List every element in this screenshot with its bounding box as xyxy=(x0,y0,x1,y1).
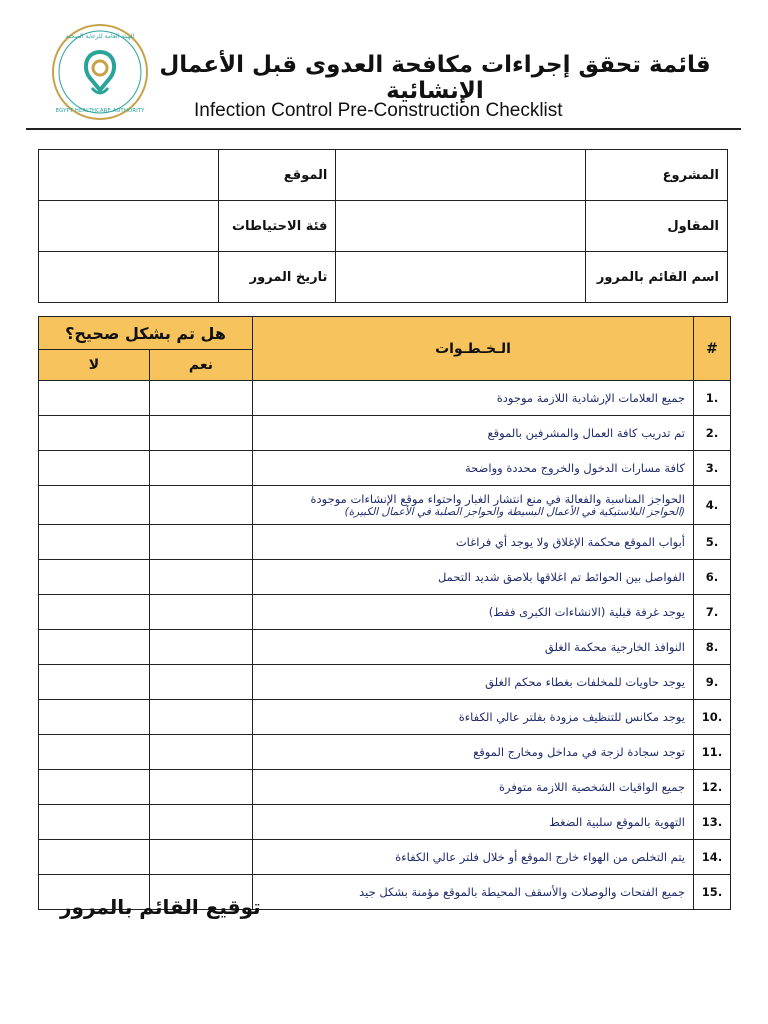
step-label: النوافذ الخارجية محكمة الغلق xyxy=(544,640,685,654)
step-label: أبواب الموقع محكمة الإغلاق ولا يوجد أي فراغات xyxy=(455,535,685,549)
step-text xyxy=(253,416,694,451)
step-label: توجد سجادة لزجة في مداخل ومخارج الموقع xyxy=(473,745,685,759)
no-checkbox-cell[interactable] xyxy=(39,560,150,595)
site-value-field[interactable] xyxy=(39,150,219,201)
step-label: يوجد غرفة قبلية (الانشاءات الكبرى فقط) xyxy=(488,605,685,619)
number-header: # xyxy=(694,317,731,381)
yes-checkbox-cell[interactable] xyxy=(150,525,253,560)
no-checkbox-cell[interactable] xyxy=(39,381,150,416)
step-text xyxy=(253,875,694,910)
steps-header: الـخـطـوات xyxy=(253,317,694,381)
step-text xyxy=(253,735,694,770)
date-label: تاريخ المرور xyxy=(219,252,336,303)
yes-checkbox-cell[interactable] xyxy=(150,630,253,665)
step-text xyxy=(253,525,694,560)
step-number: .12 xyxy=(694,770,731,805)
yes-checkbox-cell[interactable] xyxy=(150,381,253,416)
checklist-row xyxy=(39,735,731,770)
step-text xyxy=(253,665,694,700)
no-checkbox-cell[interactable] xyxy=(39,416,150,451)
checklist-row xyxy=(39,770,731,805)
date-value-field[interactable] xyxy=(39,252,219,303)
svg-text:EGYPT HEALTHCARE AUTHORITY: EGYPT HEALTHCARE AUTHORITY xyxy=(55,108,145,114)
no-header: لا xyxy=(39,350,150,381)
checklist-row xyxy=(39,416,731,451)
step-note: (الحواجز البلاستيكية في الأعمال البسيطة والحواجز الصلبة في الأعمال الكبيرة) xyxy=(344,506,685,518)
step-number: .3 xyxy=(694,451,731,486)
no-checkbox-cell[interactable] xyxy=(39,805,150,840)
checklist-row xyxy=(39,840,731,875)
step-number: .4 xyxy=(694,486,731,525)
step-number: .10 xyxy=(694,700,731,735)
no-checkbox-cell[interactable] xyxy=(39,665,150,700)
step-label: كافة مسارات الدخول والخروج محددة وواضحة xyxy=(465,461,685,475)
project-info-table xyxy=(38,149,728,303)
step-text xyxy=(253,560,694,595)
yes-checkbox-cell[interactable] xyxy=(150,805,253,840)
checklist-row xyxy=(39,381,731,416)
precaution-value-field[interactable] xyxy=(39,201,219,252)
project-value-field[interactable] xyxy=(336,150,585,201)
checklist-row xyxy=(39,560,731,595)
yes-checkbox-cell[interactable] xyxy=(150,486,253,525)
yes-header: نعم xyxy=(150,350,253,381)
checklist-row xyxy=(39,630,731,665)
no-checkbox-cell[interactable] xyxy=(39,451,150,486)
step-text xyxy=(253,630,694,665)
no-checkbox-cell[interactable] xyxy=(39,630,150,665)
yes-checkbox-cell[interactable] xyxy=(150,560,253,595)
no-checkbox-cell[interactable] xyxy=(39,700,150,735)
step-number: .2 xyxy=(694,416,731,451)
yes-checkbox-cell[interactable] xyxy=(150,735,253,770)
step-label: الحواجز المناسبة والفعالة في منع انتشار الغبار واحتواء موقع الإنشاءات موجودة xyxy=(310,492,685,506)
step-number: .1 xyxy=(694,381,731,416)
inspector-value-field[interactable] xyxy=(336,252,585,303)
yes-checkbox-cell[interactable] xyxy=(150,840,253,875)
step-number: .11 xyxy=(694,735,731,770)
step-number: .15 xyxy=(694,875,731,910)
question-header: هل تم بشكل صحيح؟ xyxy=(39,317,253,350)
checklist-row xyxy=(39,805,731,840)
page-title-arabic: قائمة تحقق إجراءات مكافحة العدوى قبل الأعمال الإنشائية xyxy=(159,52,711,104)
step-label: يوجد حاويات للمخلفات بغطاء محكم الغلق xyxy=(485,675,685,689)
contractor-label: المقاول xyxy=(585,201,727,252)
page-title-english: Infection Control Pre-Construction Checklist xyxy=(194,100,563,121)
site-label: الموقع xyxy=(219,150,336,201)
step-text xyxy=(253,770,694,805)
no-checkbox-cell[interactable] xyxy=(39,595,150,630)
step-text xyxy=(253,805,694,840)
step-number: .6 xyxy=(694,560,731,595)
step-text xyxy=(253,451,694,486)
checklist-row xyxy=(39,665,731,700)
no-checkbox-cell[interactable] xyxy=(39,840,150,875)
step-label: التهوية بالموقع سلبية الضغط xyxy=(549,815,685,829)
step-label: جميع العلامات الإرشادية اللازمة موجودة xyxy=(496,391,685,405)
title-divider xyxy=(26,128,741,130)
step-number: .14 xyxy=(694,840,731,875)
checklist-row xyxy=(39,451,731,486)
yes-checkbox-cell[interactable] xyxy=(150,665,253,700)
yes-checkbox-cell[interactable] xyxy=(150,700,253,735)
step-text xyxy=(253,700,694,735)
yes-checkbox-cell[interactable] xyxy=(150,451,253,486)
contractor-value-field[interactable] xyxy=(336,201,585,252)
no-checkbox-cell[interactable] xyxy=(39,525,150,560)
checklist-table xyxy=(38,316,731,910)
authority-logo xyxy=(50,22,150,122)
step-text xyxy=(253,486,694,525)
yes-checkbox-cell[interactable] xyxy=(150,595,253,630)
step-number: .13 xyxy=(694,805,731,840)
step-number: .9 xyxy=(694,665,731,700)
step-label: يوجد مكانس للتنظيف مزودة بفلتر عالي الكفاءة xyxy=(458,710,685,724)
checklist-row xyxy=(39,525,731,560)
inspector-label: اسم القائم بالمرور xyxy=(585,252,727,303)
step-number: .8 xyxy=(694,630,731,665)
step-text xyxy=(253,381,694,416)
step-text xyxy=(253,595,694,630)
step-label: جميع الواقيات الشخصية اللازمة متوفرة xyxy=(499,780,685,794)
step-label: جميع الفتحات والوصلات والأسقف المحيطة بالموقع مؤمنة بشكل جيد xyxy=(359,885,685,899)
yes-checkbox-cell[interactable] xyxy=(150,416,253,451)
step-text xyxy=(253,840,694,875)
yes-checkbox-cell[interactable] xyxy=(150,770,253,805)
step-label: تم تدريب كافة العمال والمشرفين بالموقع xyxy=(487,426,685,440)
checklist-row xyxy=(39,486,731,525)
step-label: يتم التخلص من الهواء خارج الموقع أو خلال فلتر عالي الكفاءة xyxy=(395,850,685,864)
inspector-signature-label: توقيع القائم بالمرور xyxy=(60,895,261,919)
no-checkbox-cell[interactable] xyxy=(39,735,150,770)
checklist-row xyxy=(39,700,731,735)
step-number: .7 xyxy=(694,595,731,630)
svg-text:الهيئة العامة للرعاية الصحية: الهيئة العامة للرعاية الصحية xyxy=(65,33,135,40)
no-checkbox-cell[interactable] xyxy=(39,770,150,805)
step-number: .5 xyxy=(694,525,731,560)
checklist-row xyxy=(39,595,731,630)
no-checkbox-cell[interactable] xyxy=(39,486,150,525)
step-label: الفواصل بين الحوائط تم اغلاقها بلاصق شديد التحمل xyxy=(437,570,685,584)
project-label: المشروع xyxy=(585,150,727,201)
precaution-label: فئة الاحتياطات xyxy=(219,201,336,252)
